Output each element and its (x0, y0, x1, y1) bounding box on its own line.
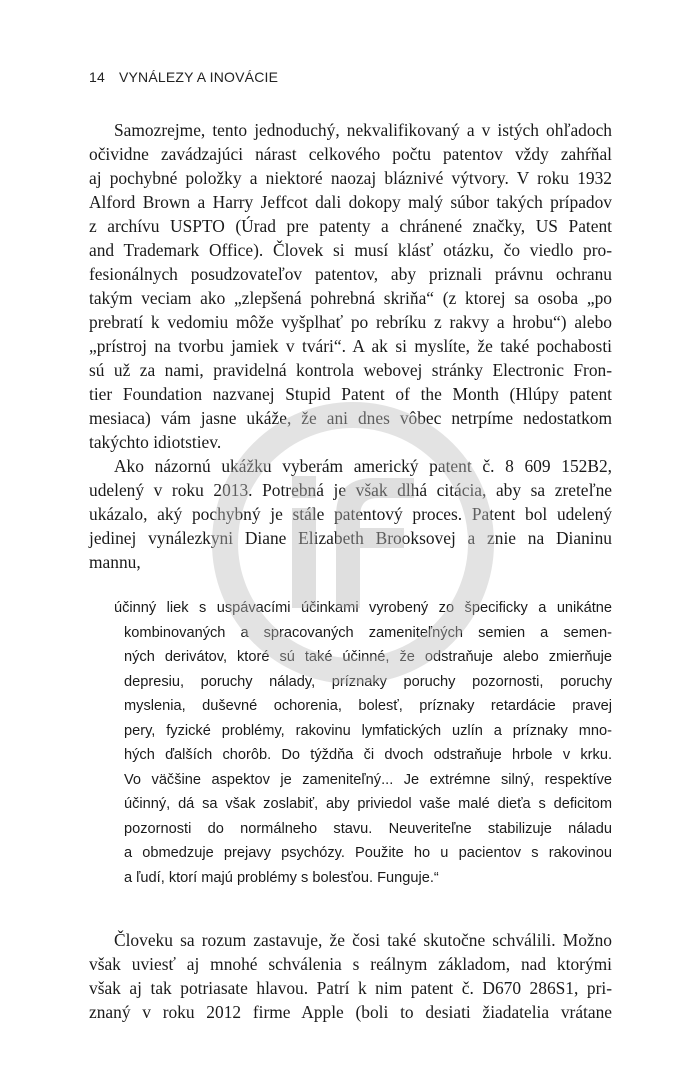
text-line: sú už za nami, pravidelná kontrola webovej stránky Electronic Fron- (89, 360, 612, 380)
text-line: „prístroj na tvorbu jamiek v tvári“. A ak si myslíte, že také pochabosti (89, 336, 612, 356)
quote-line: Vo väčšine aspektov je zameniteľný... Je extrémne silný, respektíve (124, 771, 612, 788)
text-line: však aj tak potriasate hlavou. Patrí k nim patent č. D670 286S1, pri- (89, 978, 612, 998)
text-line: tier Foundation nazvanej Stupid Patent of the Month (Hlúpy patent (89, 384, 612, 404)
quote-line: depresiu, poruchy nálady, príznaky poruchy pozornosti, poruchy (124, 673, 612, 690)
quote-line: pozornosti do normálneho stavu. Neuveriteľne stabilizuje náladu (124, 820, 612, 837)
quote-line: ných derivátov, ktoré sú také účinné, že odstraňuje alebo zmierňuje (124, 649, 612, 665)
text-line: Človeku sa rozum zastavuje, že čosi také skutočne schválili. Možno (114, 930, 612, 950)
text-line: takýchto idiotstiev. (89, 432, 222, 452)
text-line: takým veciam ako „zlepšená pohrebná skriňa“ (z ktorej sa osoba „po (89, 288, 612, 308)
text-line: Ako názornú ukážku vyberám americký patent č. 8 609 152B2, (114, 456, 612, 476)
text-line: fesionálnych posudzovateľov patentov, aby priznali právnu ochranu (89, 264, 612, 284)
text-line: mannu, (89, 552, 141, 572)
quote-line: a ľudí, ktorí majú problémy s bolesťou. Funguje.“ (124, 869, 439, 886)
paragraph-1 (89, 118, 612, 454)
text-line: jedinej vynálezkyni Diane Elizabeth Brooksovej a znie na Dianinu (89, 528, 612, 548)
text-line: Samozrejme, tento jednoduchý, nekvalifikovaný a v istých ohľadoch (114, 120, 612, 140)
paragraph-2 (89, 454, 612, 574)
running-header (89, 69, 278, 85)
running-title: VYNÁLEZY A INOVÁCIE (118, 69, 279, 85)
paragraph-3 (89, 928, 612, 1024)
quote-line: a obmedzuje prejavy psychózy. Použite ho u pacientov s rakovinou (124, 845, 612, 861)
quote-line: účinný, dá sa však zoslabiť, aby priviedol vaše malé dieťa s deficitom (124, 796, 612, 812)
text-line: ukázalo, aký pochybný je stále patentový proces. Patent bol udelený (89, 504, 612, 524)
text-line: and Trademark Office). Človek si musí klásť otázku, čo viedlo pro- (89, 240, 612, 260)
quote-line: pery, fyzické problémy, rakovinu lymfatických uzlín a príznaky mno- (124, 722, 612, 739)
text-line: z archívu USPTO (Úrad pre patenty a chránené značky, US Patent (89, 216, 612, 236)
text-line: očividne zavádzajúci nárast celkového počtu patentov vždy zahŕňal (89, 144, 612, 164)
text-line: udelený v roku 2013. Potrebná je však dlhá citácia, aby sa zreteľne (89, 480, 612, 500)
quote-line: hých ďalších chorôb. Do týždňa či dvoch odstraňuje hrbole v krku. (124, 747, 612, 763)
page-number: 14 (89, 69, 105, 85)
text-line: Alford Brown a Harry Jeffcot dali dokopy malý súbor takých prípadov (89, 192, 612, 212)
text-line: mesiaca) vám jasne ukáže, že ani dnes vôbec netrpíme nedostatkom (89, 408, 612, 428)
text-line: znaný v roku 2012 firme Apple (boli to desiati žiadatelia vrátane (89, 1002, 612, 1022)
text-line: však uviesť aj mnohé schválenia s reálnym základom, nad ktorými (89, 954, 612, 974)
text-line: prebratí k vedomiu môže vyšplhať po rebríku z rakvy a hrobu“) alebo (89, 312, 612, 332)
quote-line: myslenia, duševné ochorenia, bolesť, príznaky retardácie pravej (124, 698, 612, 714)
text-line: aj pochybné položky a niektoré naozaj bláznivé výtvory. V roku 1932 (89, 168, 612, 188)
quote-line: kombinovaných a spracovaných zameniteľných semien a semen- (124, 624, 612, 641)
block-quote (114, 596, 612, 890)
quote-line: účinný liek s uspávacími účinkami vyrobený zo špecificky a unikátne (114, 600, 612, 616)
